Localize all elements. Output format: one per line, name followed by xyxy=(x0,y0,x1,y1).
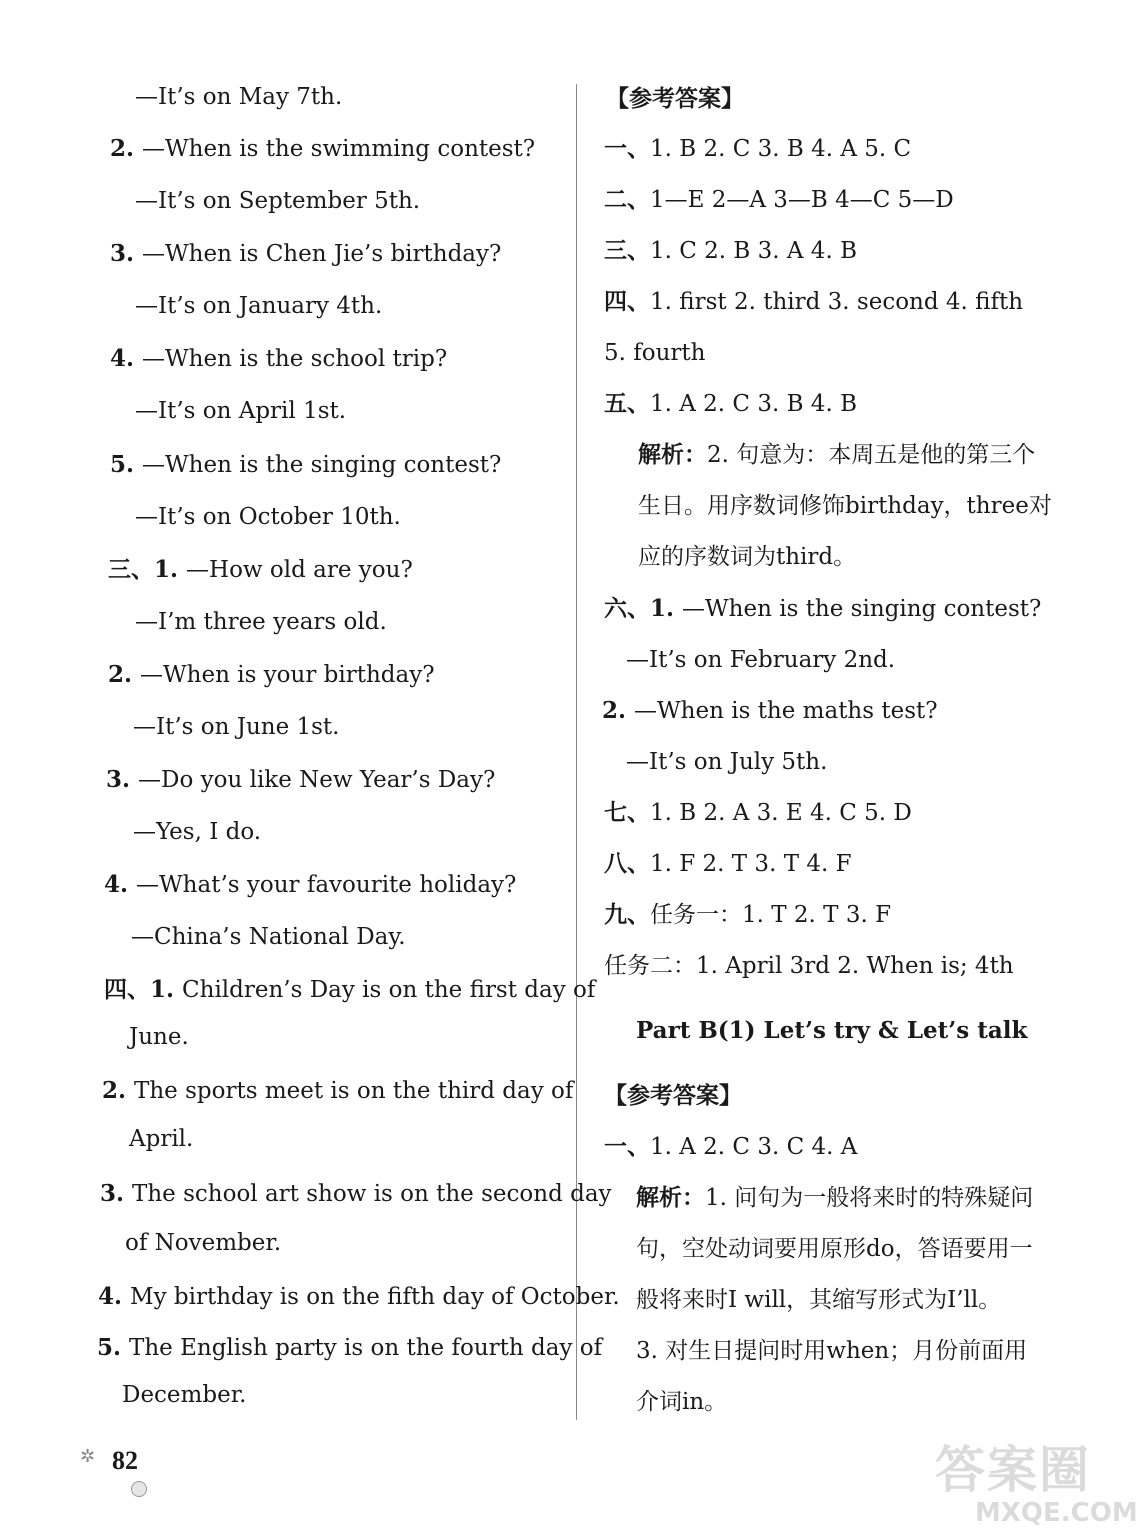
answer-key-line xyxy=(604,594,1041,624)
item-number: 2. xyxy=(102,1077,135,1104)
answer-line xyxy=(133,817,261,847)
answer-key-line xyxy=(636,1234,1033,1264)
line-text: My birthday is on the fifth day of October. xyxy=(130,1284,620,1310)
line-text: —It’s on April 1st. xyxy=(135,398,347,424)
line-text: 2. 句意为：本周五是他的第三个 xyxy=(707,442,1036,468)
line-text: —It’s on January 4th. xyxy=(135,293,383,319)
item-number: 二、 xyxy=(604,186,650,213)
item-number: 一、 xyxy=(604,1133,650,1160)
answer-line xyxy=(97,1333,602,1363)
line-text: of November. xyxy=(125,1230,282,1256)
answer-key-line xyxy=(626,645,895,675)
line-text: 任务一：1. T 2. T 3. F xyxy=(650,902,892,928)
watermark-logo: 答案圈 xyxy=(935,1441,1091,1499)
answer-line xyxy=(131,922,406,952)
answer-key-line xyxy=(604,849,852,879)
answer-line xyxy=(135,186,420,216)
answer-key-line xyxy=(604,236,857,266)
line-text: —Do you like New Year’s Day? xyxy=(138,767,496,793)
answer-line xyxy=(98,1282,620,1312)
answer-line xyxy=(125,1228,281,1258)
line-text: 5. fourth xyxy=(604,340,706,366)
line-text: The English party is on the fourth day of xyxy=(129,1335,603,1361)
line-text: 生日。用序数词修饰birthday，three对 xyxy=(638,493,1052,519)
item-number: 三、1. xyxy=(108,556,187,583)
line-text: December. xyxy=(122,1382,247,1408)
item-number: 2. xyxy=(602,697,635,724)
line-text: 3. 对生日提问时用when；月份前面用 xyxy=(636,1338,1028,1364)
line-text: —China’s National Day. xyxy=(131,924,406,950)
answer-key-line xyxy=(604,1081,742,1111)
watermark xyxy=(935,1430,1138,1530)
line-text: Part B(1) Let’s try & Let’s talk xyxy=(636,1017,1028,1044)
answer-key-line xyxy=(638,440,1035,470)
line-text: The school art show is on the second day xyxy=(132,1181,612,1207)
answer-key-line xyxy=(604,338,705,368)
answer-key-line xyxy=(604,287,1023,317)
line-text: —It’s on October 10th. xyxy=(135,504,401,530)
item-number: 2. xyxy=(110,135,143,162)
item-number: 九、 xyxy=(604,901,650,928)
answer-line xyxy=(129,1124,193,1154)
answer-line xyxy=(135,502,401,532)
line-text: 般将来时I will，其缩写形式为I’ll。 xyxy=(636,1287,1002,1313)
item-number: 3. xyxy=(106,766,139,793)
answer-key-line xyxy=(604,134,911,164)
line-text: 1. A 2. C 3. C 4. A xyxy=(650,1134,858,1160)
answer-line xyxy=(104,870,516,900)
line-text: —It’s on February 2nd. xyxy=(626,647,896,673)
item-number: 四、 xyxy=(604,288,650,315)
answer-line xyxy=(106,765,495,795)
answer-line xyxy=(108,660,435,690)
answer-line xyxy=(110,344,447,374)
item-number: 5. xyxy=(97,1334,130,1361)
item-number: 解析： xyxy=(638,441,707,468)
line-text: 1. A 2. C 3. B 4. B xyxy=(650,391,857,417)
answer-line xyxy=(135,607,387,637)
answer-key-line xyxy=(604,798,912,828)
answer-line xyxy=(110,239,501,269)
item-number: 3. xyxy=(110,240,143,267)
answer-line xyxy=(102,1076,573,1106)
line-text: —I’m three years old. xyxy=(135,609,387,635)
item-number: 三、 xyxy=(604,237,650,264)
line-text: —When is the singing contest? xyxy=(142,452,502,478)
answer-line xyxy=(108,555,413,585)
answer-key-line xyxy=(606,84,744,114)
answer-key-line xyxy=(604,185,954,215)
column-divider xyxy=(576,84,577,1420)
item-number: 4. xyxy=(104,871,137,898)
answer-line xyxy=(129,1022,189,1052)
answer-key-line xyxy=(604,1132,857,1162)
item-number: 八、 xyxy=(604,850,650,877)
answer-line xyxy=(122,1380,246,1410)
line-text: June. xyxy=(129,1024,189,1050)
line-text: 【参考答案】 xyxy=(606,85,744,112)
line-text: 1. C 2. B 3. A 4. B xyxy=(650,238,857,264)
item-number: 3. xyxy=(100,1180,133,1207)
answer-line xyxy=(110,134,535,164)
answer-key-line xyxy=(626,747,827,777)
line-text: 1. B 2. A 3. E 4. C 5. D xyxy=(650,800,912,826)
answer-line xyxy=(110,450,501,480)
line-text: —It’s on July 5th. xyxy=(626,749,828,775)
answer-line xyxy=(135,82,342,112)
answer-key-line xyxy=(604,900,891,930)
page-decoration-icon: ✲ xyxy=(80,1446,96,1467)
page-number: 82 xyxy=(112,1446,138,1475)
item-number: 一、 xyxy=(604,135,650,162)
line-text: —It’s on June 1st. xyxy=(133,714,340,740)
line-text: —When is your birthday? xyxy=(140,662,435,688)
answer-line xyxy=(135,291,382,321)
answer-key-line xyxy=(636,1183,1033,1213)
line-text: 1. B 2. C 3. B 4. A 5. C xyxy=(650,136,912,162)
answer-key-line xyxy=(638,491,1052,521)
answer-line xyxy=(135,396,346,426)
line-text: —How old are you? xyxy=(186,557,413,583)
line-text: 【参考答案】 xyxy=(604,1082,742,1109)
line-text: —When is the swimming contest? xyxy=(142,136,536,162)
line-text: 1. F 2. T 3. T 4. F xyxy=(650,851,852,877)
item-number: 解析： xyxy=(636,1184,705,1211)
answer-key-line xyxy=(636,1285,1001,1315)
line-text: —What’s your favourite holiday? xyxy=(136,872,517,898)
line-text: 1. 问句为一般将来时的特殊疑问 xyxy=(705,1185,1034,1211)
item-number: 5. xyxy=(110,451,143,478)
line-text: —When is the maths test? xyxy=(634,698,938,724)
line-text: —When is the school trip? xyxy=(142,346,448,372)
item-number: 五、 xyxy=(604,390,650,417)
answer-key-line xyxy=(636,1387,727,1417)
item-number: 2. xyxy=(108,661,141,688)
answer-line xyxy=(104,975,595,1005)
line-text: April. xyxy=(129,1126,194,1152)
line-text: 1—E 2—A 3—B 4—C 5—D xyxy=(650,187,954,213)
item-number: 4. xyxy=(98,1283,131,1310)
item-number: 4. xyxy=(110,345,143,372)
line-text: 应的序数词为third。 xyxy=(638,544,857,570)
line-text: —When is the singing contest? xyxy=(682,596,1042,622)
page-dot-icon xyxy=(131,1481,147,1497)
answer-key-line xyxy=(636,1016,1027,1046)
line-text: Children’s Day is on the first day of xyxy=(182,977,596,1003)
item-number: 六、1. xyxy=(604,595,683,622)
answer-line xyxy=(133,712,339,742)
line-text: 介词in。 xyxy=(636,1389,728,1415)
line-text: 句，空处动词要用原形do，答语要用一 xyxy=(636,1236,1033,1262)
item-number: 七、 xyxy=(604,799,650,826)
line-text: 1. first 2. third 3. second 4. fifth xyxy=(650,289,1024,315)
line-text: —Yes, I do. xyxy=(133,819,262,845)
answer-key-line xyxy=(638,542,856,572)
answer-key-line xyxy=(604,389,857,419)
answer-key-line xyxy=(604,951,1014,981)
watermark-site: MXQE.COM xyxy=(975,1498,1138,1528)
answer-line xyxy=(100,1179,612,1209)
line-text: —When is Chen Jie’s birthday? xyxy=(142,241,502,267)
line-text: —It’s on May 7th. xyxy=(135,84,343,110)
line-text: 任务二：1. April 3rd 2. When is; 4th xyxy=(604,953,1014,979)
answer-key-line xyxy=(636,1336,1027,1366)
item-number: 四、1. xyxy=(104,976,183,1003)
line-text: The sports meet is on the third day of xyxy=(134,1078,574,1104)
answer-key-line xyxy=(602,696,938,726)
line-text: —It’s on September 5th. xyxy=(135,188,421,214)
